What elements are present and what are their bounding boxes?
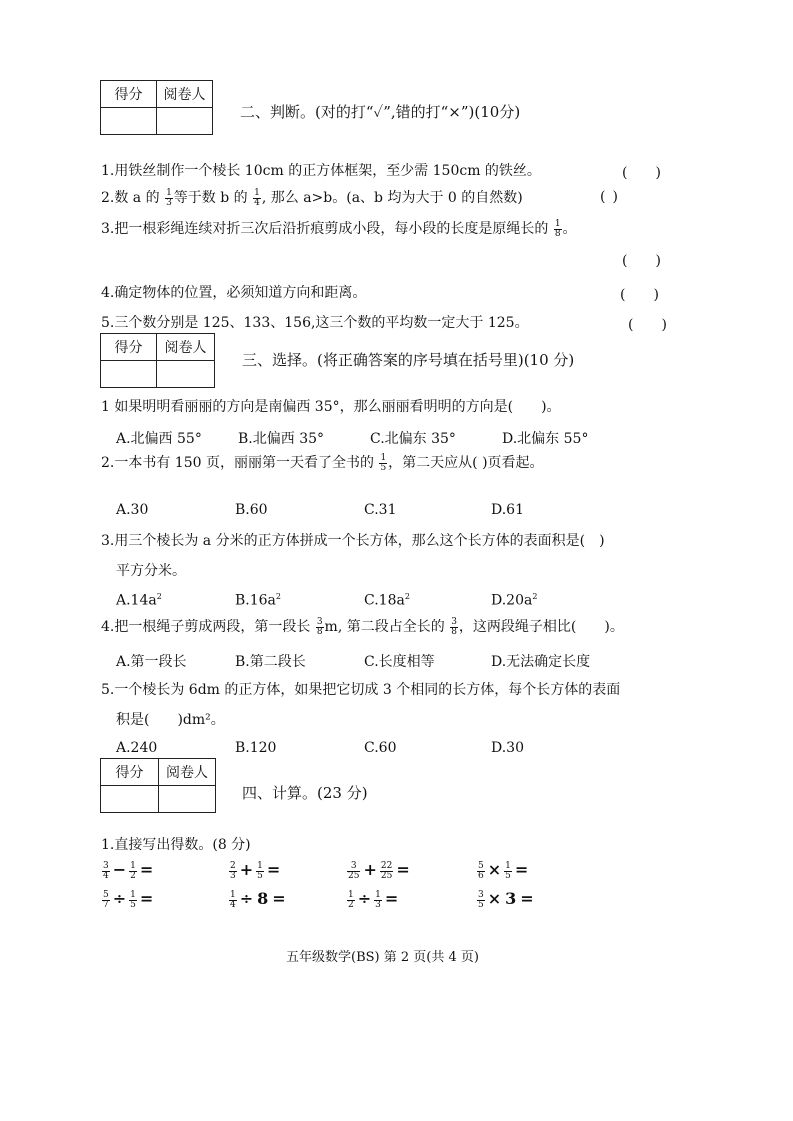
grader-cell[interactable] [157, 108, 213, 135]
q4-option-c[interactable]: C.长度相等 [364, 654, 435, 670]
choice-q1: 1 如果明明看丽丽的方向是南偏西 35°，那么丽丽看明明的方向是( )。 [101, 399, 561, 415]
q2-pre: 2.一本书有 150 页，丽丽第一天看了全书的 [101, 455, 379, 471]
answer-paren-5[interactable]: ( ) [628, 317, 667, 333]
item3-pre: 3.把一根彩绳连续对折三次后沿折痕剪成小段，每小段的长度是原绳长的 [101, 221, 553, 237]
score-header: 得分 [101, 81, 157, 108]
fraction: $\frac{1}{5}$ [380, 452, 387, 473]
q4-pre: 4.把一根绳子剪成两段，第一段长 [101, 619, 315, 635]
answer-paren-4[interactable]: ( ) [620, 287, 659, 303]
q1-option-d[interactable]: D.北偏东 55° [502, 431, 589, 447]
item2-mid: 等于数 b 的 [173, 190, 253, 206]
q3-option-c[interactable]: $C.18a^2$ [364, 592, 410, 609]
score-box-2 [100, 333, 215, 388]
q4-option-a[interactable]: A.第一段长 [116, 654, 187, 670]
grader-cell[interactable] [159, 786, 216, 813]
calc-5[interactable]: $\frac{5}{7}$ ÷ $\frac{1}{5}$ = [103, 889, 154, 910]
judge-item-3 [101, 218, 577, 240]
section2-title: 二、判断。(对的打“✓”,错的打“×”)(10分) [240, 103, 521, 121]
q4-option-b[interactable]: B.第二段长 [235, 654, 306, 670]
calc-6[interactable]: $\frac{1}{4}$ ÷ 8 = [230, 889, 286, 910]
q5-option-a[interactable]: A.240 [116, 740, 158, 756]
q5-option-c[interactable]: C.60 [364, 740, 397, 756]
score-header: 得分 [101, 334, 157, 361]
judge-item-2 [101, 187, 523, 209]
item3-post: 。 [562, 221, 577, 237]
fraction: $\frac{3}{8}$ [316, 616, 323, 637]
section4-title: 四、计算。(23 分) [242, 784, 368, 802]
judge-item-5: 5.三个数分别是 125、133、156,这三个数的平均数一定大于 125。 [101, 315, 529, 331]
choice-q4 [101, 616, 624, 638]
grader-header: 阅卷人 [159, 759, 216, 786]
q4-post: ，这两段绳子相比( )。 [458, 619, 624, 635]
calc-subtitle: 1.直接写出得数。(8 分) [101, 837, 251, 853]
grader-cell[interactable] [157, 361, 215, 388]
q2-option-d[interactable]: D.61 [491, 502, 524, 518]
calc-3[interactable]: $\frac{3}{25}$ + $\frac{22}{25}$ = [348, 860, 410, 881]
grader-header: 阅卷人 [157, 81, 213, 108]
q5-option-b[interactable]: B.120 [235, 740, 277, 756]
item2-pre: 2.数 a 的 [101, 190, 165, 206]
fraction: $\frac{1}{8}$ [554, 218, 561, 239]
q2-option-c[interactable]: C.31 [364, 502, 397, 518]
score-cell[interactable] [101, 361, 157, 388]
q1-option-b[interactable]: B.北偏西 35° [238, 431, 325, 447]
fraction: $\frac{3}{8}$ [451, 616, 457, 637]
answer-paren-1[interactable]: ( ) [622, 165, 661, 181]
calc-4[interactable]: $\frac{5}{6}$ × $\frac{1}{5}$ = [478, 860, 529, 881]
fraction: $\frac{1}{4}$ [254, 187, 260, 208]
page-footer: 五年级数学(BS) 第 2 页(共 4 页) [286, 950, 479, 965]
choice-q5-line2: 积是( )dm²。 [116, 712, 225, 728]
answer-paren-2[interactable]: ( ) [600, 189, 618, 205]
answer-paren-3[interactable]: ( ) [622, 253, 661, 269]
calc-2[interactable]: $\frac{2}{3}$ + $\frac{1}{5}$ = [230, 860, 281, 881]
grader-header: 阅卷人 [157, 334, 215, 361]
fraction: $\frac{1}{3}$ [166, 187, 172, 208]
q2-post: ，第二天应从( )页看起。 [388, 455, 544, 471]
calc-1[interactable]: $\frac{3}{4}$ − $\frac{1}{2}$ = [103, 860, 154, 881]
calc-8[interactable]: $\frac{3}{5}$ × 3 = [478, 889, 534, 910]
q3-option-d[interactable]: $D.20a^2$ [491, 592, 538, 609]
section3-title: 三、选择。(将正确答案的序号填在括号里)(10 分) [242, 351, 575, 369]
calc-7[interactable]: $\frac{1}{2}$ ÷ $\frac{1}{3}$ = [348, 889, 399, 910]
score-box-1 [100, 80, 213, 135]
score-header: 得分 [101, 759, 159, 786]
item2-post: , 那么 a>b。(a、b 均为大于 0 的自然数) [261, 190, 523, 206]
judge-item-4: 4.确定物体的位置，必须知道方向和距离。 [101, 285, 367, 301]
q3-option-a[interactable]: $A.14a^2$ [116, 592, 162, 609]
q3-option-b[interactable]: $B.16a^2$ [235, 592, 281, 609]
choice-q3-line1: 3.用三个棱长为 a 分米的正方体拼成一个长方体，那么这个长方体的表面积是( ) [101, 533, 605, 549]
choice-q3-line2: 平方分米。 [116, 563, 186, 579]
q4-option-d[interactable]: D.无法确定长度 [491, 654, 591, 670]
q1-option-c[interactable]: C.北偏东 35° [370, 431, 456, 447]
q2-option-b[interactable]: B.60 [235, 502, 268, 518]
q1-option-a[interactable]: A.北偏西 55° [116, 431, 202, 447]
score-box-3 [100, 758, 216, 813]
score-cell[interactable] [101, 786, 159, 813]
q5-option-d[interactable]: D.30 [491, 740, 524, 756]
choice-q5-line1: 5.一个棱长为 6dm 的正方体，如果把它切成 3 个相同的长方体，每个长方体的表面 [101, 682, 621, 698]
choice-q2 [101, 452, 544, 474]
q4-mid: m, 第二段占全长的 [324, 619, 450, 635]
q2-option-a[interactable]: A.30 [116, 502, 149, 518]
judge-item-1: 1.用铁丝制作一个棱长 10cm 的正方体框架，至少需 150cm 的铁丝。 [101, 163, 541, 179]
score-cell[interactable] [101, 108, 157, 135]
